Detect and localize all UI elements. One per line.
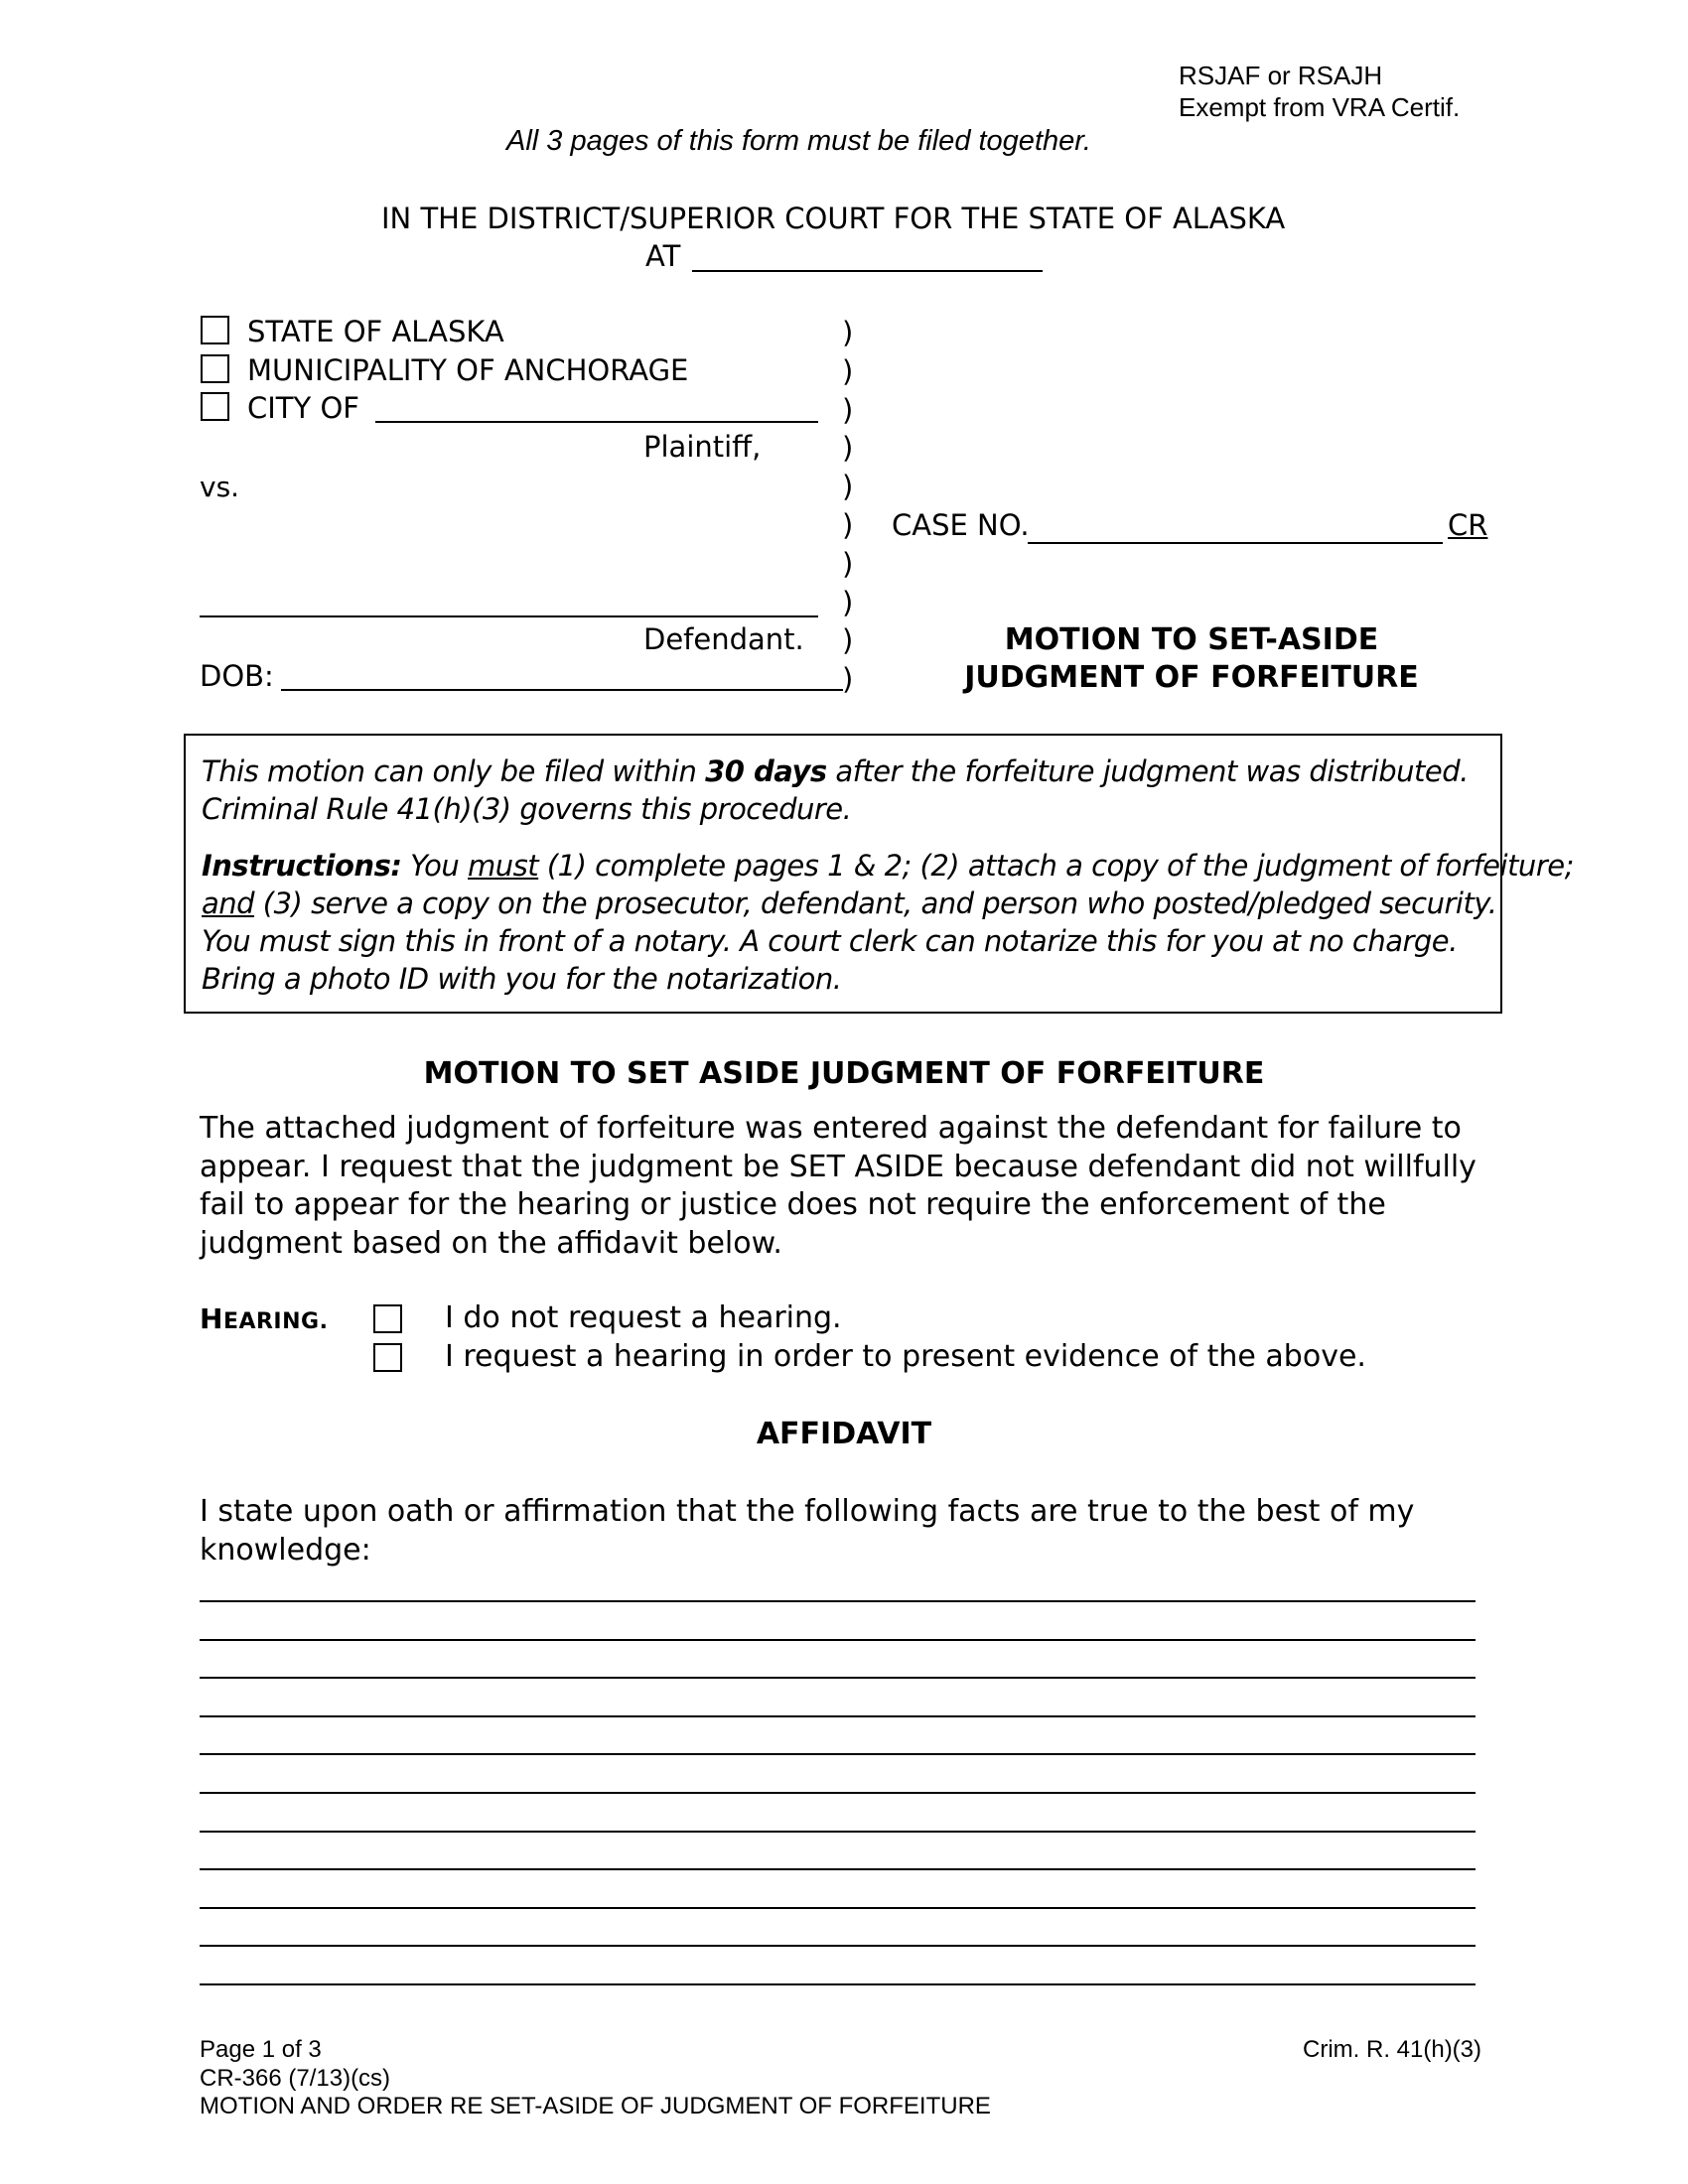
affidavit-writing-line[interactable] [200, 1600, 1476, 1602]
affidavit-writing-line[interactable] [200, 1677, 1476, 1679]
city-name-field[interactable] [375, 395, 818, 423]
notice-line-5: You must sign this in front of a notary. A court clerk can notarize this for you at no charge. [202, 924, 1458, 958]
affidavit-writing-line[interactable] [200, 1715, 1476, 1717]
notice-text: (1) complete pages 1 & 2; (2) attach a copy of the judgment of forfeiture; [538, 849, 1574, 883]
notice-line-3 [202, 849, 1574, 883]
motion-heading: MOTION TO SET ASIDE JUDGMENT OF FORFEITURE [423, 1056, 1265, 1091]
affidavit-writing-line[interactable] [200, 1907, 1476, 1909]
form-number: CR-366 (7/13)(cs) [200, 2064, 391, 2092]
deadline-emphasis: 30 days [705, 754, 827, 788]
hearing-label-rest: EARING. [222, 1309, 329, 1334]
request-hearing-label: I request a hearing in order to present evidence of the above. [445, 1339, 1366, 1374]
vs-label: vs. [200, 471, 240, 503]
city-of-label: CITY OF [247, 391, 359, 425]
plaintiff-label: Plaintiff, [643, 430, 762, 464]
affidavit-writing-line[interactable] [200, 1945, 1476, 1947]
hearing-label-initial: H [200, 1302, 223, 1335]
instructions-label: Instructions: [202, 849, 402, 883]
state-of-alaska-checkbox[interactable] [201, 316, 229, 344]
at-location-field[interactable] [692, 242, 1043, 272]
rule-citation: Crim. R. 41(h)(3) [1303, 2036, 1482, 2063]
dob-field[interactable] [281, 663, 843, 691]
dob-label: DOB: [200, 659, 274, 693]
hearing-label [200, 1302, 328, 1335]
affidavit-writing-line[interactable] [200, 1868, 1476, 1870]
case-number-label: CASE NO. [892, 508, 1030, 542]
stamp-line-2: Exempt from VRA Certif. [1179, 92, 1461, 122]
motion-body: The attached judgment of forfeiture was entered against the defendant for failure to appear. I request that the judgment be SET ASIDE because defendant did not willfully fail to appear for the hearing or justice does not require the enforcement of the judgment based on the affidavit below. [200, 1111, 1477, 1261]
affidavit-heading: AFFIDAVIT [756, 1417, 932, 1451]
notice-line-4 [202, 887, 1496, 920]
case-number-field[interactable] [1028, 514, 1443, 544]
no-hearing-label: I do not request a hearing. [445, 1300, 842, 1335]
page-number: Page 1 of 3 [200, 2036, 322, 2063]
stamp-line-1: RSJAF or RSAJH [1179, 61, 1383, 90]
caption-parenthesis-column: ) ) ) ) ) ) ) ) ) ) [842, 316, 854, 697]
filing-note: All 3 pages of this form must be filed together. [506, 125, 1091, 157]
notice-text: after the forfeiture judgment was distributed. [826, 754, 1469, 788]
document-title: MOTION TO SET-ASIDE JUDGMENT OF FORFEITURE [964, 622, 1419, 695]
municipality-of-anchorage-checkbox[interactable] [201, 354, 229, 383]
defendant-label: Defendant. [643, 622, 804, 656]
footer-left [200, 2036, 991, 2121]
notice-text: This motion can only be filed within [202, 754, 706, 788]
at-label: AT [645, 239, 681, 273]
affidavit-writing-line[interactable] [200, 1639, 1476, 1641]
must-emphasis: must [468, 849, 539, 883]
defendant-name-field[interactable] [200, 590, 818, 617]
case-number-suffix: CR [1448, 508, 1488, 542]
notice-line-2: Criminal Rule 41(h)(3) governs this procedure. [202, 792, 852, 826]
form-code-stamp [1179, 60, 1460, 123]
affidavit-statement: I state upon oath or affirmation that the following facts are true to the best of my knowledge: [200, 1494, 1415, 1568]
affidavit-writing-line[interactable] [200, 1983, 1476, 1985]
city-of-checkbox[interactable] [201, 392, 229, 421]
no-hearing-checkbox[interactable] [373, 1304, 402, 1333]
notice-line-6: Bring a photo ID with you for the notarization. [202, 962, 842, 996]
municipality-of-anchorage-label: MUNICIPALITY OF ANCHORAGE [247, 353, 689, 387]
request-hearing-checkbox[interactable] [373, 1343, 402, 1372]
affidavit-writing-line[interactable] [200, 1831, 1476, 1833]
notice-line-1 [202, 754, 1469, 788]
and-emphasis: and [202, 887, 255, 920]
form-title-footer: MOTION AND ORDER RE SET-ASIDE OF JUDGMENT OF FORFEITURE [200, 2093, 991, 2119]
notice-text: (3) serve a copy on the prosecutor, defendant, and person who posted/pledged security. [254, 887, 1497, 920]
affidavit-writing-line[interactable] [200, 1792, 1476, 1794]
notice-text: You [401, 849, 469, 883]
court-title: IN THE DISTRICT/SUPERIOR COURT FOR THE STATE OF ALASKA [381, 202, 1286, 235]
affidavit-writing-line[interactable] [200, 1753, 1476, 1755]
state-of-alaska-label: STATE OF ALASKA [247, 315, 504, 348]
